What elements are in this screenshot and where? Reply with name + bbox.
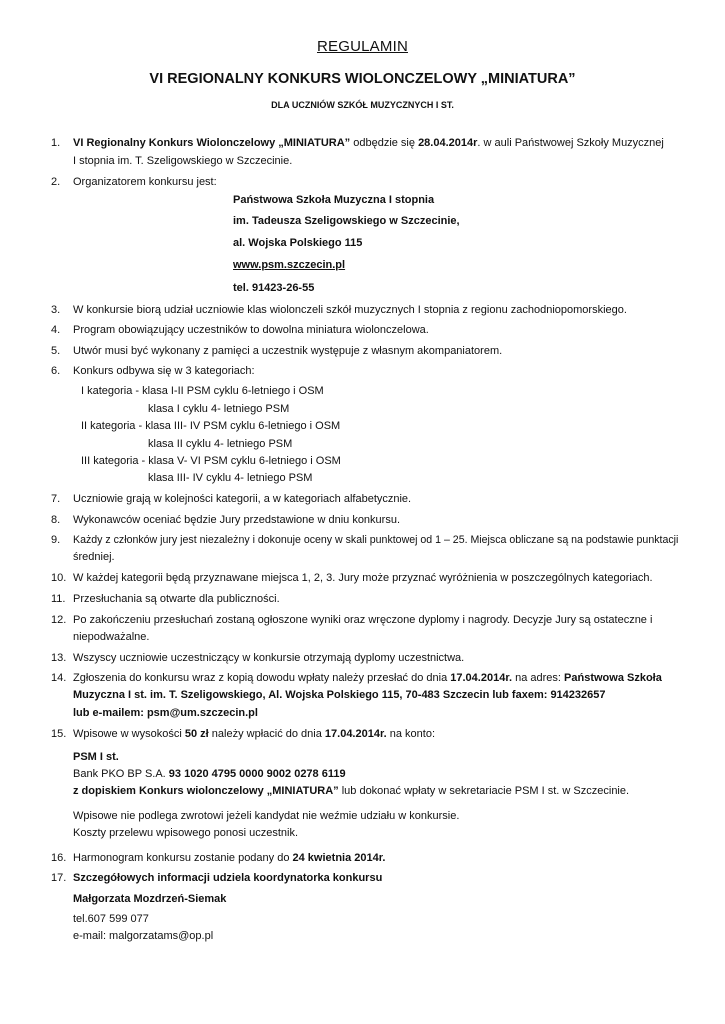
payment-title: z dopiskiem Konkurs wiolonczelowy „MINIATURA”: [73, 785, 339, 797]
account-number: 93 1020 4795 0000 9002 0278 6119: [168, 768, 346, 780]
organizer-address: al. Wojska Polskiego 115: [233, 237, 363, 249]
item-7-text: Uczniowie grają w kolejności kategorii, a w kategoriach alfabetycznie.: [73, 493, 412, 505]
item-number-9: 9.: [51, 534, 61, 546]
application-address: Muzyczna I st. im. T. Szeligowskiego, Al. Wojska Polskiego 115, 70-483 Szczecin lub faxem: 914232657: [73, 689, 606, 701]
organizer-website-row: [233, 258, 345, 272]
fee-transfer-costs: Koszty przelewu wpisowego ponosi uczestnik.: [73, 827, 299, 839]
item-number-2: 2.: [51, 176, 61, 188]
item-number-17: 17.: [51, 872, 67, 884]
item-15-text: Wpisowe w wysokości: [73, 728, 185, 740]
competition-date: 28.04.2014r: [418, 137, 478, 149]
category-3-line-1: III kategoria - klasa V- VI PSM cyklu 6-letniego i OSM: [81, 455, 341, 467]
competition-name: VI Regionalny Konkurs Wiolonczelowy „MINIATURA”: [73, 137, 351, 149]
organizer-patron: im. Tadeusza Szeligowskiego w Szczecinie,: [233, 215, 460, 227]
item-14-text: Zgłoszenia do konkursu wraz z kopią dowodu wpłaty należy przesłać do dnia: [73, 672, 451, 684]
item-4-text: Program obowiązujący uczestników to dowolna miniatura wiolonczelowa.: [73, 324, 429, 336]
item-number-10: 10.: [51, 572, 67, 584]
item-6-text: Konkurs odbywa się w 3 kategoriach:: [73, 365, 255, 377]
item-number-15: 15.: [51, 728, 67, 740]
category-3-line-2: klasa III- IV cyklu 4- letniego PSM: [148, 472, 313, 484]
organizer-website-link[interactable]: www.psm.szczecin.pl: [233, 259, 346, 271]
fee-non-refundable: Wpisowe nie podlega zwrotowi jeżeli kandydat nie weźmie udziału w konkursie.: [73, 810, 460, 822]
item-5-text: Utwór musi być wykonany z pamięci a uczestnik występuje z własnym akompaniatorem.: [73, 345, 503, 357]
coordinator-phone: tel.607 599 077: [73, 913, 149, 925]
item-15-line-1: [73, 727, 435, 741]
item-1-line-1: [73, 136, 664, 150]
item-number-12: 12.: [51, 614, 67, 626]
item-16-text: [73, 851, 385, 865]
item-14-line-1: [73, 671, 662, 685]
item-number-4: 4.: [51, 324, 61, 336]
item-number-6: 6.: [51, 365, 61, 377]
category-1-line-1: I kategoria - klasa I-II PSM cyklu 6-letniego i OSM: [81, 385, 324, 397]
organizer-phone: tel. 91423-26-55: [233, 282, 315, 294]
item-number-5: 5.: [51, 345, 61, 357]
item-8-text: Wykonawców oceniać będzie Jury przedstawione w dniu konkursu.: [73, 514, 401, 526]
item-number-14: 14.: [51, 672, 67, 684]
item-number-1: 1.: [51, 137, 61, 149]
payment-alternative: lub dokonać wpłaty w sekretariacie PSM I st. w Szczecinie.: [338, 785, 630, 797]
account-holder: PSM I st.: [73, 751, 119, 763]
bank-account-row: [73, 767, 346, 781]
coordinator-name: Małgorzata Mozdrzeń-Siemak: [73, 893, 227, 905]
audience-line: DLA UCZNIÓW SZKÓŁ MUZYCZNYCH I ST.: [271, 100, 454, 110]
item-10-text: W każdej kategorii będą przyznawane miejsca 1, 2, 3. Jury może przyznać wyróżnienia w poszczególnych kategoriach.: [73, 572, 653, 584]
bank-name: Bank PKO BP S.A.: [73, 768, 169, 780]
application-address-start: Państwowa Szkoła: [564, 672, 662, 684]
item-9-line-2: średniej.: [73, 551, 115, 563]
item-number-11: 11.: [51, 593, 66, 605]
item-14-address-label: na adres:: [512, 672, 565, 684]
item-12-line-2: niepodważalne.: [73, 631, 150, 643]
item-number-8: 8.: [51, 514, 61, 526]
payment-note: [73, 784, 629, 798]
item-1-text: odbędzie się: [350, 137, 419, 149]
competition-title: VI REGIONALNY KONKURS WIOLONCZELOWY „MINIATURA”: [149, 71, 576, 87]
item-number-13: 13.: [51, 652, 67, 664]
item-15-deadline-label: należy wpłacić do dnia: [208, 728, 325, 740]
category-1-line-2: klasa I cyklu 4- letniego PSM: [148, 403, 290, 415]
item-13-text: Wszyscy uczniowie uczestniczący w konkursie otrzymają dyplomy uczestnictwa.: [73, 652, 465, 664]
item-number-7: 7.: [51, 493, 61, 505]
item-1-line-2: I stopnia im. T. Szeligowskiego w Szczecinie.: [73, 155, 293, 167]
organizer-name: Państwowa Szkoła Muzyczna I stopnia: [233, 194, 435, 206]
item-15-account-label: na konto:: [386, 728, 436, 740]
item-number-3: 3.: [51, 304, 61, 316]
document-title: REGULAMIN: [317, 38, 408, 55]
item-11-text: Przesłuchania są otwarte dla publiczności.: [73, 593, 280, 605]
item-number-16: 16.: [51, 852, 67, 864]
item-9-line-1: Każdy z członków jury jest niezależny i dokonuje oceny w skali punktowej od 1 – 25. Miejsca obliczane są na podstawie punktacji: [73, 534, 679, 546]
application-deadline: 17.04.2014r.: [450, 672, 513, 684]
item-3-text: W konkursie biorą udział uczniowie klas wiolonczeli szkół muzycznych I stopnia z regionu zachodniopomorskiego.: [73, 304, 627, 316]
item-1-venue: . w auli Państwowej Szkoły Muzycznej: [477, 137, 664, 149]
item-17-text: Szczegółowych informacji udziela koordynatorka konkursu: [73, 872, 383, 884]
fee-deadline: 17.04.2014r.: [324, 728, 387, 740]
coordinator-email: e-mail: malgorzatams@op.pl: [73, 930, 214, 942]
item-2-text: Organizatorem konkursu jest:: [73, 176, 217, 188]
application-email: lub e-mailem: psm@um.szczecin.pl: [73, 707, 258, 719]
schedule-text: Harmonogram konkursu zostanie podany do: [73, 852, 293, 864]
category-2-line-2: klasa II cyklu 4- letniego PSM: [148, 438, 293, 450]
fee-amount: 50 zł: [184, 728, 209, 740]
item-12-line-1: Po zakończeniu przesłuchań zostaną ogłoszone wyniki oraz wręczone dyplomy i nagrody. Decyzje Jury są ostateczne i: [73, 614, 653, 626]
category-2-line-1: II kategoria - klasa III- IV PSM cyklu 6-letniego i OSM: [81, 420, 341, 432]
schedule-date: 24 kwietnia 2014r.: [292, 852, 386, 864]
